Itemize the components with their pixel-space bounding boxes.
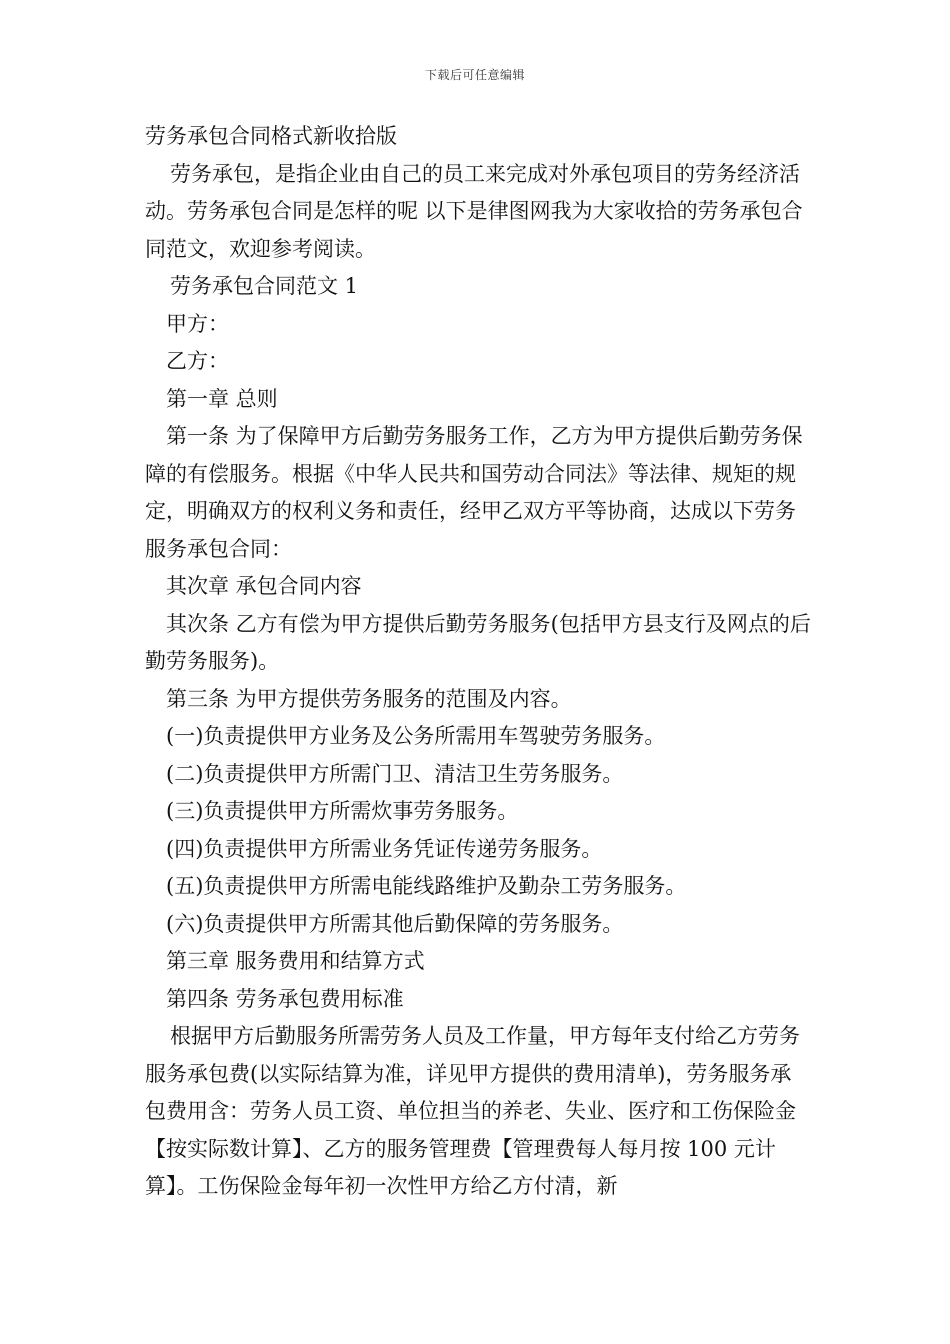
chapter-3-heading: 第三章 服务费用和结算方式 [166, 949, 425, 973]
list-item: (五)负责提供甲方所需电能线路维护及勤杂工劳务服务。 [166, 874, 687, 898]
article-3: 第三条 为甲方提供劳务服务的范围及内容。 [166, 686, 572, 711]
article-1: 第一条 为了保障甲方后勤劳务服务工作，乙方为甲方提供后勤劳务保障的有偿服务。根据《中华人民共和国劳动合同法》等法律、规矩的规定，明确双方的权利义务和责任，经甲乙双方平等协商，达成以下劳务服务承包合同： [145, 424, 803, 561]
article-4-body: 根据甲方后勤服务所需劳务人员及工作量，甲方每年支付给乙方劳务服务承包费(以实际结算为准，详见甲方提供的费用清单)，劳务服务承包费用含：劳务人员工资、单位担当的养老、失业、医疗和工伤保险金【按实际数计算】、乙方的服务管理费【管理费每人每月按 100 元计算】。工伤保险金每年初一次性甲方给乙方付清，新 [145, 1024, 800, 1198]
list-item: (三)负责提供甲方所需炊事劳务服务。 [166, 799, 519, 823]
article-4: 第四条 劳务承包费用标准 [166, 986, 404, 1011]
article-2: 其次条 乙方有偿为甲方提供后勤劳务服务(包括甲方县支行及网点的后勤劳务服务)。 [145, 611, 811, 673]
document-body [145, 118, 811, 1206]
document-title: 劳务承包合同格式新收拾版 [145, 124, 397, 148]
chapter-2-heading: 其次章 承包合同内容 [166, 574, 362, 598]
list-item: (六)负责提供甲方所需其他后勤保障的劳务服务。 [166, 911, 624, 936]
list-item: (四)负责提供甲方所需业务凭证传递劳务服务。 [166, 836, 603, 861]
party-a-line: 甲方： [166, 311, 229, 336]
sample-title: 劳务承包合同范文 1 [170, 274, 359, 298]
party-b-line: 乙方： [166, 349, 229, 373]
page-header: 下载后可任意编辑 [424, 68, 525, 82]
list-item: (二)负责提供甲方所需门卫、清洁卫生劳务服务。 [166, 761, 624, 786]
chapter-1-heading: 第一章 总则 [166, 386, 278, 411]
list-item: (一)负责提供甲方业务及公务所需用车驾驶劳务服务。 [166, 724, 666, 748]
intro-paragraph: 劳务承包，是指企业由自己的员工来完成对外承包项目的劳务经济活动。劳务承包合同是怎样的呢 以下是律图网我为大家收拾的劳务承包合同范文，欢迎参考阅读。 [145, 161, 803, 261]
